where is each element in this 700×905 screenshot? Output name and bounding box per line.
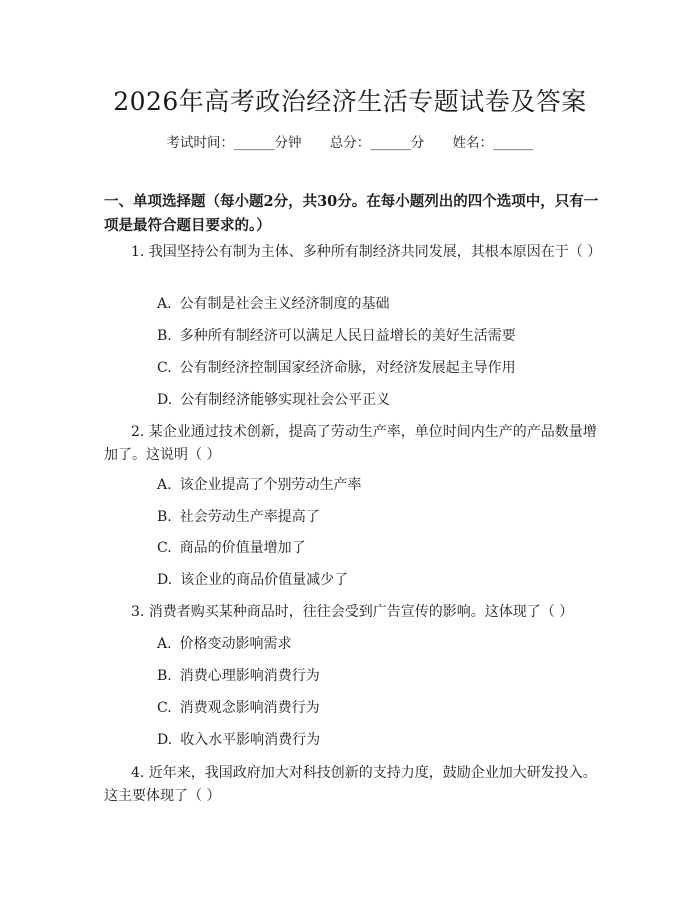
option-text: 公有制经济控制国家经济命脉，对经济发展起主导作用 — [179, 360, 516, 376]
option-label: A. — [157, 636, 172, 652]
question-3-option-c — [157, 698, 320, 718]
question-3-option-a — [157, 634, 292, 654]
question-3-stem: 3. 消费者购买某种商品时，往往会受到广告宣传的影响。这体现了（ ） — [131, 604, 574, 620]
question-4-stem: 4. 近年来，我国政府加大对科技创新的支持力度，鼓励企业加大研发投入。这主要体现了（ ） — [104, 765, 597, 804]
option-label: C. — [157, 540, 172, 556]
question-2-option-c — [157, 538, 306, 558]
option-text: 社会劳动生产率提高了 — [179, 509, 320, 525]
option-label: C. — [157, 700, 172, 716]
option-text: 消费观念影响消费行为 — [179, 700, 320, 716]
option-label: A. — [157, 477, 172, 493]
option-label: B. — [157, 668, 172, 684]
question-2-option-d — [157, 570, 348, 590]
section-heading: 一、单项选择题（每小题2分，共30分。在每小题列出的四个选项中，只有一项是最符合题目要求的。） — [104, 193, 599, 234]
question-1-option-c — [157, 358, 516, 378]
question-1-option-a — [157, 294, 390, 314]
question-1-option-b — [157, 326, 516, 346]
option-text: 该企业提高了个别劳动生产率 — [179, 477, 362, 493]
option-label: D. — [157, 392, 173, 408]
option-label: C. — [157, 360, 172, 376]
option-label: A. — [157, 296, 172, 312]
student-name-field: 姓名：______ — [452, 135, 534, 151]
option-label: B. — [157, 328, 172, 344]
option-label: D. — [157, 572, 173, 588]
option-text: 价格变动影响需求 — [179, 636, 292, 652]
question-2-stem: 2. 某企业通过技术创新，提高了劳动生产率，单位时间内生产的产品数量增加了。这说明（ ） — [104, 424, 597, 463]
option-text: 消费心理影响消费行为 — [179, 668, 320, 684]
option-text: 公有制经济能够实现社会公平正义 — [180, 392, 391, 408]
question-2-option-b — [157, 507, 320, 527]
page-title: 2026年高考政治经济生活专题试卷及答案 — [113, 87, 587, 116]
exam-time-field: 考试时间：______分钟 — [166, 135, 302, 151]
exam-meta — [0, 131, 700, 151]
question-1-stem: 1. 我国坚持公有制为主体、多种所有制经济共同发展，其根本原因在于（ ） — [131, 244, 602, 260]
question-3-option-d — [157, 730, 320, 750]
option-text: 收入水平影响消费行为 — [180, 732, 321, 748]
option-label: B. — [157, 509, 172, 525]
total-score-field: 总分：______分 — [329, 135, 425, 151]
option-text: 多种所有制经济可以满足人民日益增长的美好生活需要 — [179, 328, 516, 344]
question-1-option-d — [157, 390, 390, 410]
question-3-option-b — [157, 666, 320, 686]
question-2-option-a — [157, 475, 362, 495]
option-text: 该企业的商品价值量减少了 — [180, 572, 349, 588]
option-text: 公有制是社会主义经济制度的基础 — [179, 296, 390, 312]
option-label: D. — [157, 732, 173, 748]
option-text: 商品的价值量增加了 — [179, 540, 306, 556]
